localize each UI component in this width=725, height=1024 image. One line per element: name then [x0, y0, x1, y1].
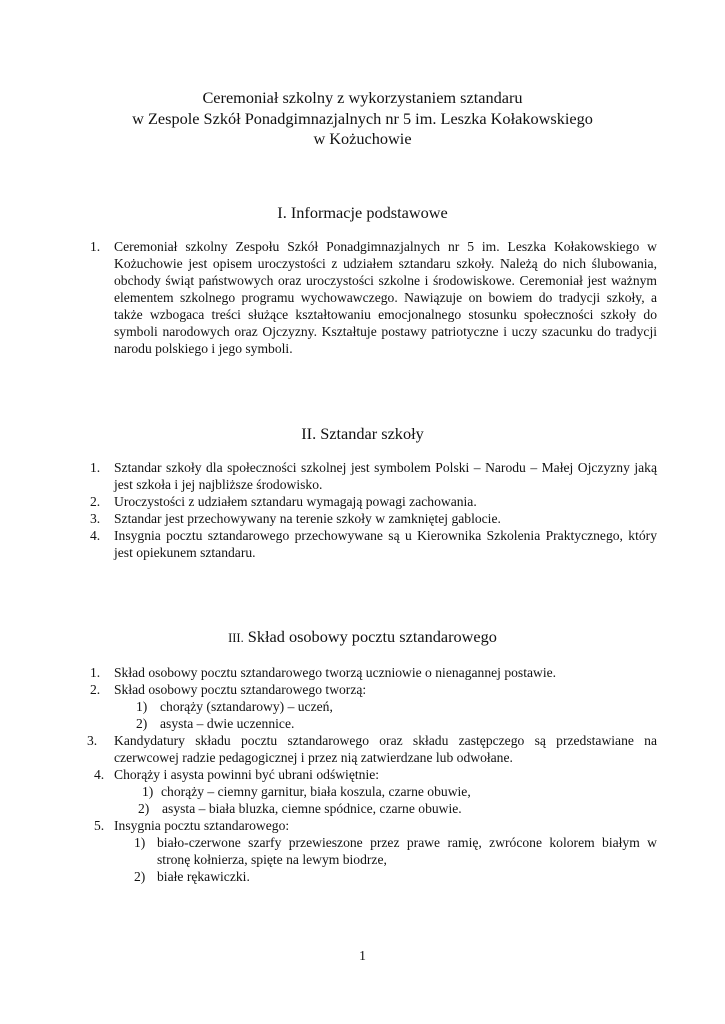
list-item	[90, 459, 657, 493]
sub-item-text: chorąży – ciemny garnitur, biała koszula, czarne obuwie,	[161, 784, 471, 799]
sub-item	[136, 698, 657, 715]
sub-item-number: 1)	[142, 784, 154, 799]
sub-item-text: biało-czerwone szarfy przewieszone przez prawe ramię, zwrócone kolorem białym w stronę kołnierza, spięte na lewym biodrze,	[157, 835, 657, 867]
sub-item-number: 1)	[136, 699, 148, 714]
item-number: 1.	[90, 460, 101, 475]
section-heading-2: II. Sztandar szkoły	[301, 424, 424, 443]
sub-item-text: białe rękawiczki.	[157, 869, 250, 884]
item-number: 2.	[90, 682, 101, 697]
list-item	[90, 681, 657, 732]
sub-item	[134, 834, 657, 868]
page-number: 1	[359, 948, 366, 963]
list-item	[90, 527, 657, 561]
item-number: 5.	[94, 818, 105, 833]
sub-item-number: 2)	[134, 869, 146, 884]
section-heading-1: I. Informacje podstawowe	[277, 203, 448, 222]
item-number: 3.	[90, 511, 101, 526]
item-text: Kandydatury składu pocztu sztandarowego oraz składu zastępczego są przedstawiane na czerwcowej radzie pedagogicznej i przez nią zatwierdzane lub odwołane.	[114, 733, 657, 765]
sub-item	[134, 868, 657, 885]
section-2-list	[90, 459, 657, 561]
list-item	[90, 238, 657, 357]
section-3-list	[87, 664, 657, 885]
document-title	[0, 88, 725, 150]
section-3-number: III.	[228, 631, 244, 645]
item-text: Insygnia pocztu sztandarowego:	[114, 818, 290, 833]
title-line-2: w Zespole Szkół Ponadgimnazjalnych nr 5 im. Leszka Kołakowskiego	[132, 108, 593, 128]
sub-item-text: asysta – biała bluzka, ciemne spódnice, czarne obuwie.	[162, 801, 462, 816]
title-line-3: w Kożuchowie	[313, 129, 412, 148]
item-text: Insygnia pocztu sztandarowego przechowywane są u Kierownika Szkolenia Praktycznego, który jest opiekunem sztandaru.	[114, 528, 657, 560]
list-item	[94, 766, 657, 817]
item-number: 1.	[90, 239, 101, 254]
sub-item-text: asysta – dwie uczennice.	[160, 716, 295, 731]
item-number: 2.	[90, 494, 101, 509]
section-1-list	[90, 238, 657, 357]
item-text: Sztandar szkoły dla społeczności szkolnej jest symbolem Polski – Narodu – Małej Ojczyzny jaką jest szkoła i jej najbliższe środowisko.	[114, 460, 657, 492]
item-text: Skład osobowy pocztu sztandarowego tworzą:	[114, 682, 367, 697]
item-text: Sztandar jest przechowywany na terenie szkoły w zamkniętej gablocie.	[114, 511, 501, 526]
list-item	[90, 493, 657, 510]
list-item	[90, 664, 657, 681]
item-text: Skład osobowy pocztu sztandarowego tworzą uczniowie o nienagannej postawie.	[114, 665, 557, 680]
list-item	[94, 817, 657, 885]
item-number: 3.	[87, 733, 98, 748]
item-text: Ceremoniał szkolny Zespołu Szkół Ponadgimnazjalnych nr 5 im. Leszka Kołakowskiego w Kożuchowie jest opisem uroczystości z udziałem sztandaru szkoły. Należą do nich ślubowania, obchody świąt państwowych oraz uroczystości szkolne i środowiskowe. Ceremoniał jest ważnym elementem szkolnego programu wychowawczego. Nawiązuje on bowiem do tradycji szkoły, a także wzbogaca treści służące kształtowaniu emocjonalnego stosunku społeczności szkoły do symboli narodowych oraz Ojczyzny. Kształtuje postawy patriotyczne i uczy szacunku do tradycji narodu polskiego i jego symboli.	[114, 239, 657, 356]
item-text: Uroczystości z udziałem sztandaru wymagają powagi zachowania.	[114, 494, 477, 509]
title-line-1: Ceremoniał szkolny z wykorzystaniem sztandaru	[202, 88, 523, 107]
sub-item-number: 2)	[136, 716, 148, 731]
item-number: 1.	[90, 665, 101, 680]
sub-item	[142, 783, 657, 800]
item-number: 4.	[90, 528, 101, 543]
sub-item	[136, 715, 657, 732]
sub-item-text: chorąży (sztandarowy) – uczeń,	[160, 699, 333, 714]
list-item	[90, 510, 657, 527]
item-text: Chorąży i asysta powinni być ubrani odświętnie:	[114, 767, 380, 782]
sub-item-number: 1)	[134, 835, 146, 850]
section-3-title: Skład osobowy pocztu sztandarowego	[247, 627, 497, 646]
sub-item	[138, 800, 657, 817]
item-number: 4.	[94, 767, 105, 782]
list-item	[87, 732, 657, 766]
sub-item-number: 2)	[138, 801, 150, 816]
section-heading-3	[0, 627, 725, 648]
